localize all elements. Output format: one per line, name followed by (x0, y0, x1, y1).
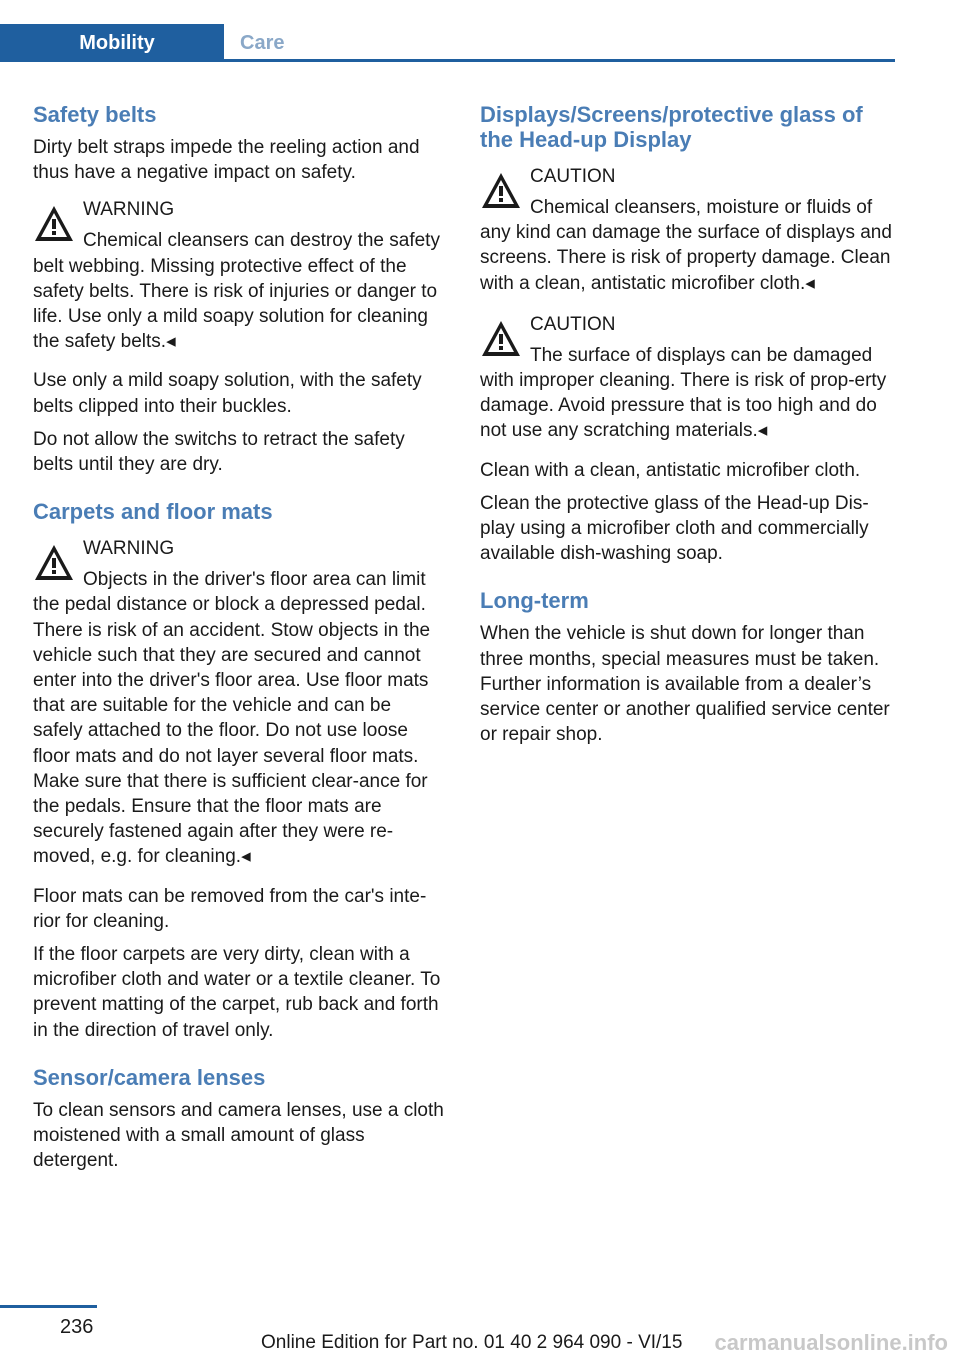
right-column (480, 102, 892, 747)
paragraph: Floor mats can be removed from the car's inte-rior for cleaning. (33, 885, 427, 932)
section-title-displays: Displays/Screens/protective glass of the Head-up Display (480, 102, 863, 152)
page-number: 236 (60, 1316, 94, 1338)
caution-label: CAUTION (530, 166, 616, 187)
caution-label: CAUTION (530, 313, 616, 335)
paragraph: Use only a mild soapy solution, with the safety belts clipped into their buckles. (33, 370, 422, 417)
section-title-carpets: Carpets and floor mats (33, 499, 273, 525)
section-title-sensor-lenses: Sensor/camera lenses (33, 1064, 266, 1090)
warning-label: WARNING (83, 538, 175, 560)
paragraph: Clean the protective glass of the Head-up Dis-play using a microfiber cloth and commercially available dish-washing soap. (480, 492, 869, 565)
caution-text: Chemical cleansers, moisture or fluids of any kind can damage the surface of displays and screens. There is risk of property damage. Clean with a clean, antistatic microfiber cloth.◂ (480, 197, 892, 294)
caution-triangle-icon (480, 318, 522, 360)
chapter-tab-bar (0, 24, 895, 62)
paragraph: If the floor carpets are very dirty, clean with a microfiber cloth and water or a textile cleaner. To prevent matting of the carpet, rub back and forth in the direction of travel only. (33, 944, 441, 1041)
section-title-long-term: Long-term (480, 588, 589, 614)
caution-notice (480, 312, 892, 444)
caution-triangle-icon (480, 170, 522, 212)
tab-mobility[interactable]: Mobility (0, 24, 224, 62)
left-column (33, 102, 445, 1174)
paragraph: Dirty belt straps impede the reeling action and thus have a negative impact on safety. (33, 137, 420, 184)
watermark: carmanualsonline.info (714, 1330, 948, 1355)
caution-text: The surface of displays can be damaged with improper cleaning. There is risk of prop-erty damage. Avoid pressure that is too high and do not use any scratching materials.◂ (480, 344, 887, 442)
paragraph: To clean sensors and camera lenses, use a cloth moistened with a small amount of glass detergent. (33, 1099, 444, 1172)
warning-text: Objects in the driver's floor area can limit the pedal distance or block a depressed pedal. There is risk of an accident. Stow objects in the vehicle such that they are secured and cannot enter into the driver's floor area. Use floor mats that are suitable for the vehicle and can be safely attached to the floor. Do not use loose floor mats and do not layer several floor mats. Make sure that there is sufficient clear-ance for the pedals. Ensure that the floor mats are securely fastened again after they were re-moved, e.g. for cleaning.◂ (33, 569, 431, 868)
warning-triangle-icon (33, 542, 75, 584)
paragraph: Clean with a clean, antistatic microfiber cloth. (480, 459, 861, 481)
footer-rule (0, 1305, 97, 1308)
tab-underline (0, 59, 895, 62)
paragraph: When the vehicle is shut down for longer than three months, special measures must be taken. Further information is available from a dealer’s service center or another qualified service center or repair shop. (480, 623, 890, 746)
warning-label: WARNING (83, 199, 175, 221)
warning-notice (33, 536, 445, 869)
edition-note: Online Edition for Part no. 01 40 2 964 090 - VI/15 (261, 1332, 683, 1353)
warning-notice (33, 197, 445, 354)
warning-text: Chemical cleansers can destroy the safety belt webbing. Missing protective effect of the safety belts. There is risk of injuries or danger to life. Use only a mild soapy solution for cleaning the safety belts.◂ (33, 230, 440, 353)
paragraph: Do not allow the switchs to retract the safety belts until they are dry. (33, 428, 405, 476)
tab-care[interactable]: Care (240, 32, 285, 54)
warning-triangle-icon (33, 203, 75, 245)
caution-notice (480, 164, 892, 296)
section-title-safety-belts: Safety belts (33, 102, 157, 127)
